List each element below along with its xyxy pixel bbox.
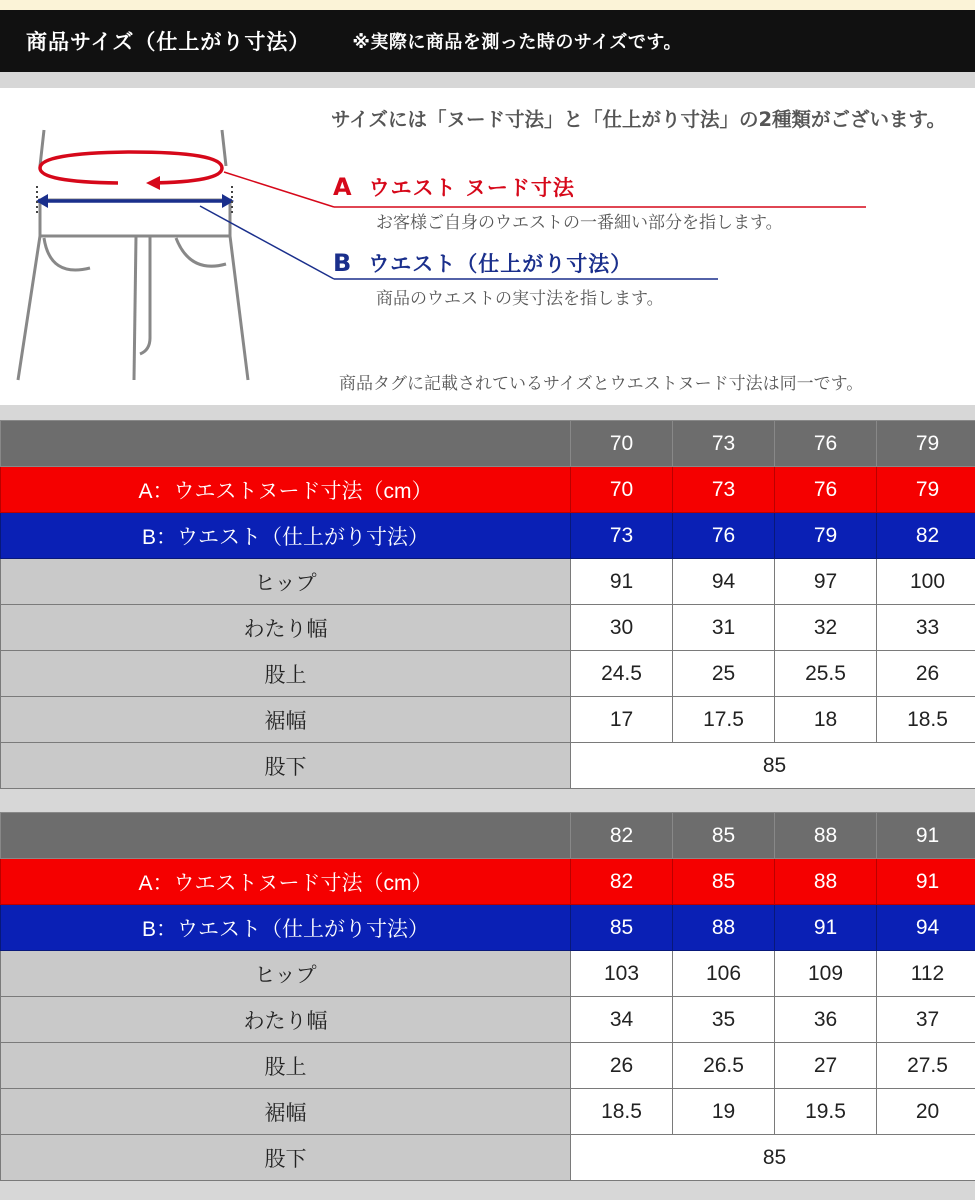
size-types-intro: サイズには「ヌード寸法」と「仕上がり寸法」の2種類がございます。 xyxy=(331,108,946,131)
spacer-band xyxy=(0,72,975,88)
value-cell: 97 xyxy=(775,559,877,605)
size-cell: 79 xyxy=(877,421,975,467)
size-cell: 85 xyxy=(673,813,775,859)
value-cell: 24.5 xyxy=(571,651,673,697)
row-label: 股下 xyxy=(1,1135,571,1181)
label-b-finished-waist xyxy=(333,248,632,278)
value-cell: 76 xyxy=(775,467,877,513)
value-cell: 33 xyxy=(877,605,975,651)
label-b-letter: B xyxy=(333,249,353,277)
row-label: ヒップ xyxy=(1,559,571,605)
inseam-row xyxy=(1,743,975,789)
label-a-text: ウエスト ヌード寸法 xyxy=(368,176,575,200)
value-cell: 27 xyxy=(775,1043,877,1089)
value-cell: 82 xyxy=(571,859,673,905)
label-a-letter: A xyxy=(333,173,353,201)
value-cell: 26.5 xyxy=(673,1043,775,1089)
value-cell: 106 xyxy=(673,951,775,997)
value-cell: 34 xyxy=(571,997,673,1043)
value-cell: 91 xyxy=(571,559,673,605)
row-label: 股上 xyxy=(1,651,571,697)
size-cell: 73 xyxy=(673,421,775,467)
value-cell: 25 xyxy=(673,651,775,697)
value-cell: 31 xyxy=(673,605,775,651)
nude-waist-row xyxy=(1,859,975,905)
top-accent-strip xyxy=(0,0,975,10)
finished-waist-row xyxy=(1,513,975,559)
value-cell: 85 xyxy=(571,905,673,951)
size-table-2 xyxy=(0,812,975,1181)
inseam-value: 85 xyxy=(571,1135,975,1181)
hip-row xyxy=(1,559,975,605)
value-cell: 88 xyxy=(775,859,877,905)
value-cell: 109 xyxy=(775,951,877,997)
value-cell: 82 xyxy=(877,513,975,559)
value-cell: 76 xyxy=(673,513,775,559)
inseam-value: 85 xyxy=(571,743,975,789)
value-cell: 25.5 xyxy=(775,651,877,697)
thigh-width-row xyxy=(1,997,975,1043)
size-header-row xyxy=(1,813,975,859)
value-cell: 27.5 xyxy=(877,1043,975,1089)
value-cell: 19 xyxy=(673,1089,775,1135)
nude-waist-row xyxy=(1,467,975,513)
size-cell: 88 xyxy=(775,813,877,859)
label-b-text: ウエスト（仕上がり寸法） xyxy=(368,252,633,276)
value-cell: 88 xyxy=(673,905,775,951)
size-cell: 82 xyxy=(571,813,673,859)
measurement-diagram xyxy=(0,88,975,405)
value-cell: 79 xyxy=(775,513,877,559)
value-cell: 17 xyxy=(571,697,673,743)
value-cell: 94 xyxy=(877,905,975,951)
value-cell: 112 xyxy=(877,951,975,997)
label-a-nude-waist xyxy=(333,172,575,202)
value-cell: 18.5 xyxy=(571,1089,673,1135)
value-cell: 73 xyxy=(571,513,673,559)
row-label: 裾幅 xyxy=(1,1089,571,1135)
value-cell: 70 xyxy=(571,467,673,513)
value-cell: 26 xyxy=(877,651,975,697)
size-header-row xyxy=(1,421,975,467)
value-cell: 100 xyxy=(877,559,975,605)
rise-row xyxy=(1,651,975,697)
value-cell: 94 xyxy=(673,559,775,605)
inseam-row xyxy=(1,1135,975,1181)
hem-width-row xyxy=(1,697,975,743)
value-cell: 26 xyxy=(571,1043,673,1089)
finished-waist-row xyxy=(1,905,975,951)
value-cell: 79 xyxy=(877,467,975,513)
size-cell: 91 xyxy=(877,813,975,859)
row-label: B：ウエスト（仕上がり寸法） xyxy=(1,905,571,951)
value-cell: 18.5 xyxy=(877,697,975,743)
header-label-cell xyxy=(1,421,571,467)
row-label: 裾幅 xyxy=(1,697,571,743)
size-table-1 xyxy=(0,420,975,789)
row-label: わたり幅 xyxy=(1,997,571,1043)
value-cell: 91 xyxy=(877,859,975,905)
value-cell: 32 xyxy=(775,605,877,651)
hem-width-row xyxy=(1,1089,975,1135)
size-cell: 76 xyxy=(775,421,877,467)
value-cell: 18 xyxy=(775,697,877,743)
value-cell: 85 xyxy=(673,859,775,905)
row-label: A：ウエストヌード寸法（cm） xyxy=(1,467,571,513)
tag-size-footnote: 商品タグに記載されているサイズとウエストヌード寸法は同一です。 xyxy=(339,374,864,394)
value-cell: 36 xyxy=(775,997,877,1043)
row-label: ヒップ xyxy=(1,951,571,997)
row-label: 股上 xyxy=(1,1043,571,1089)
value-cell: 91 xyxy=(775,905,877,951)
title-bar xyxy=(0,10,975,72)
hip-row xyxy=(1,951,975,997)
value-cell: 35 xyxy=(673,997,775,1043)
size-cell: 70 xyxy=(571,421,673,467)
row-label: わたり幅 xyxy=(1,605,571,651)
row-label: A：ウエストヌード寸法（cm） xyxy=(1,859,571,905)
row-label: 股下 xyxy=(1,743,571,789)
value-cell: 30 xyxy=(571,605,673,651)
rise-row xyxy=(1,1043,975,1089)
label-b-description: 商品のウエストの実寸法を指します。 xyxy=(376,289,664,309)
table-separator xyxy=(0,794,975,812)
header-label-cell xyxy=(1,813,571,859)
value-cell: 20 xyxy=(877,1089,975,1135)
measurement-note: ※実際に商品を測った時のサイズです。 xyxy=(352,32,682,53)
label-a-description: お客様ご自身のウエストの一番細い部分を指します。 xyxy=(376,213,783,233)
thigh-width-row xyxy=(1,605,975,651)
page-title: 商品サイズ（仕上がり寸法） xyxy=(26,30,311,54)
value-cell: 73 xyxy=(673,467,775,513)
value-cell: 19.5 xyxy=(775,1089,877,1135)
value-cell: 37 xyxy=(877,997,975,1043)
value-cell: 17.5 xyxy=(673,697,775,743)
row-label: B：ウエスト（仕上がり寸法） xyxy=(1,513,571,559)
value-cell: 103 xyxy=(571,951,673,997)
